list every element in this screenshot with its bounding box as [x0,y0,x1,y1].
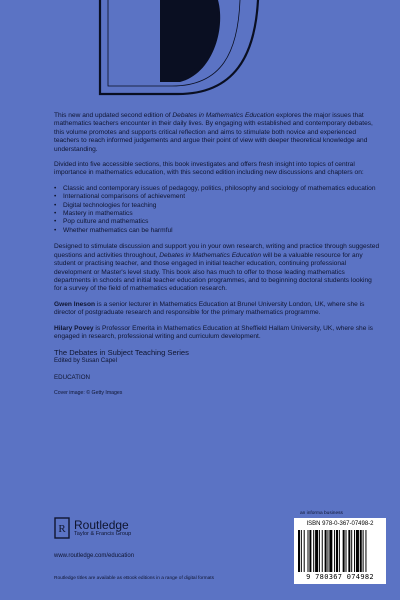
book-title-italic: Debates in Mathematics Education [172,112,275,119]
author-name: Gwen Ineson [54,300,96,308]
author-bio-ineson: Gwen Ineson is a senior lecturer in Mathematics Education at Brunel University London, UK, where she is director of postgraduate research and responsible for the primary mathematics programme. [54,300,365,317]
book-title-italic: Debates in Mathematics Education [159,251,262,259]
sections-paragraph: Divided into five accessible sections, this book investigates and offers fresh insight into topics of central importance in mathematics education, with this second edition including new discussions and chapters on: [54,161,364,177]
author-bio-povey: Hilary Povey is Professor Emerita in Mathematics Education at Sheffield Hallam University, UK, where she is engaged in research, professional writing and curriculum development. [54,324,373,340]
topic-item: • International comparisons of achievement [63,193,380,201]
barcode-bars [298,530,382,572]
back-cover-text [54,112,380,403]
publisher-name: Routledge [74,517,129,532]
series-editor: Edited by Susan Capel [54,357,117,365]
intro-paragraph: This new and updated second edition of Debates in Mathematics Education explores the major issues that mathematics teachers encounter in their daily lives. By engaging with established and contemporary debates, this volume promotes and supports critical reflection and aims to stimulate both novice and experienced teachers to reach informed judgements and argue their point of view with deeper theoretical knowledge and understanding. [54,112,373,153]
topic-item: • Pop culture and mathematics [63,218,380,226]
topic-item: • Whether mathematics can be harmful [63,227,380,235]
designed-paragraph: Designed to stimulate discussion and support you in your own research, writing and practice through suggested questions and activities throughout, Debates in Mathematics Education will be a valuable resource for any student or practising teacher, and those engaged in initial teacher education, continuing professional development or Master's level study. This book also has much to offer to those leading mathematics departments in schools and initial teacher education programmes, and to beginning doctoral students looking for a survey of the field of mathematics education research. [54,243,380,293]
publisher-group: Taylor & Francis Group [74,530,132,537]
publisher-logo [54,517,131,539]
cover-credit: Cover image: © Getty Images [54,389,123,396]
topic-item: • Classic and contemporary issues of pedagogy, politics, philosophy and sociology of mathematics education [63,185,380,193]
routledge-icon [54,517,70,539]
barcode [294,518,386,584]
informa-tagline: an informa business [300,511,343,516]
isbn-text: ISBN 978-0-367-07498-2 [306,521,374,527]
topic-item: • Mastery in mathematics [63,210,380,218]
large-d-graphic [0,0,400,110]
subject-category: EDUCATION [54,374,90,382]
svg-text:R: R [58,523,66,535]
barcode-number: 9 780367 074982 [306,573,374,581]
publisher-website[interactable]: www.routledge.com/education [54,553,135,559]
topic-item: • Digital technologies for teaching [63,202,380,210]
topics-list [54,185,380,235]
footer-note: Routledge titles are available as eBook editions in a range of digital formats [54,576,214,581]
series-title: The Debates in Subject Teaching Series [54,348,189,358]
author-name: Hilary Povey [54,324,94,332]
